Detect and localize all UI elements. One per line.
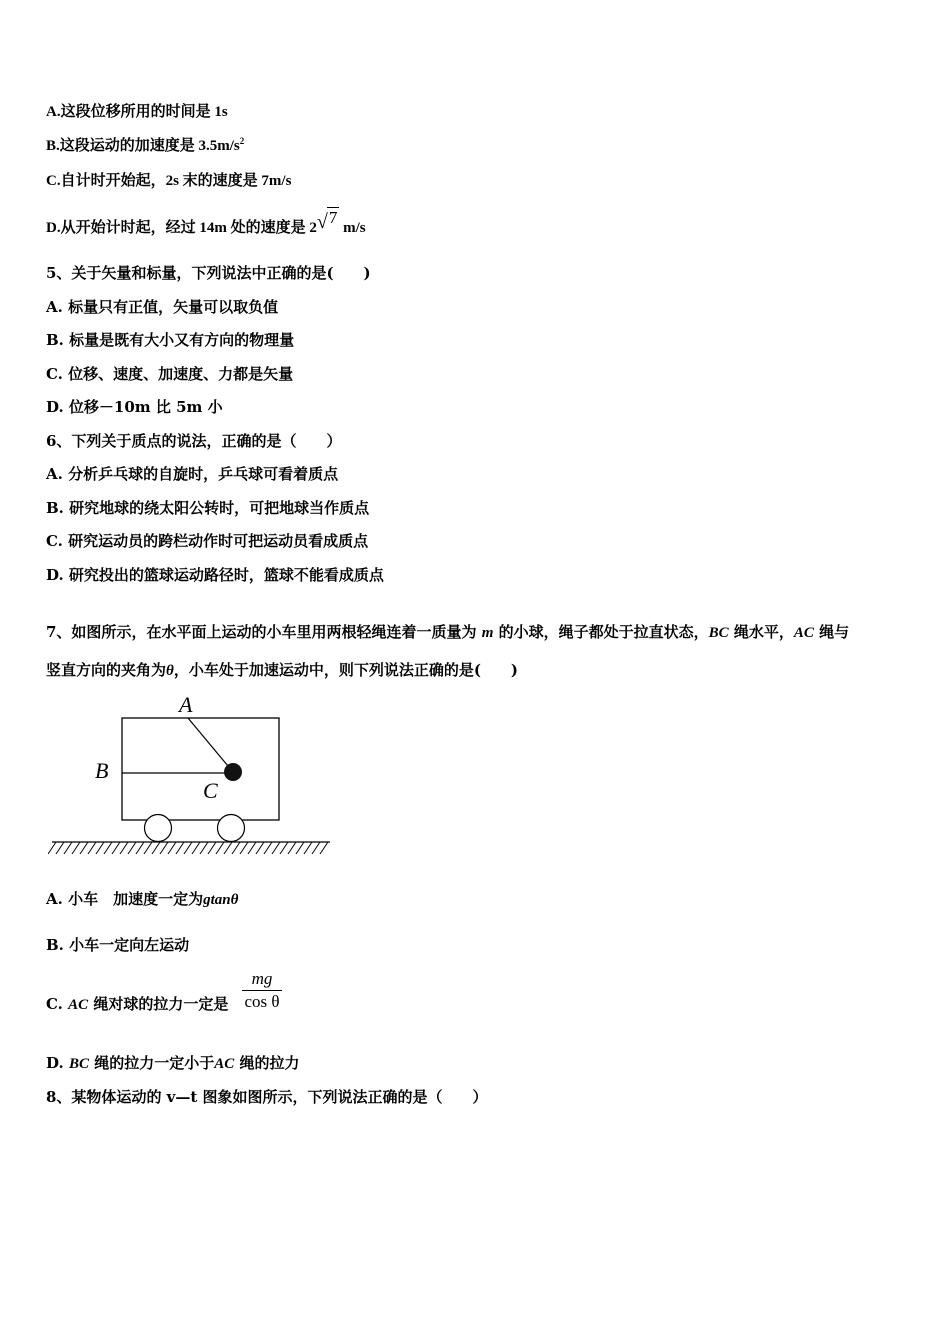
hatch-mark <box>88 842 96 854</box>
symbol-bc: BC <box>68 1056 89 1072</box>
q6-option-c: C. 研究运动员的跨栏动作时可把运动员看成质点 <box>46 532 369 550</box>
symbol-m: m <box>481 625 494 641</box>
hatch-mark <box>320 842 328 854</box>
q7-stem-line-2 <box>46 660 518 681</box>
hatch-mark <box>240 842 248 854</box>
q4-option-b-exponent: 2 <box>239 136 245 146</box>
q7-stem-text: 竖直方向的夹角为 <box>46 661 167 679</box>
q5-option-a: A. 标量只有正值，矢量可以取负值 <box>46 298 279 316</box>
hatch-mark <box>248 842 256 854</box>
hatch-mark <box>288 842 296 854</box>
q4-option-c: C.自计时开始起，2s 末的速度是 7m/s <box>46 173 292 189</box>
hatch-mark <box>200 842 208 854</box>
hatch-mark <box>112 842 120 854</box>
hatch-mark <box>72 842 80 854</box>
hatch-mark <box>192 842 200 854</box>
fraction-denominator: cos θ <box>244 992 280 1011</box>
hatch-mark <box>312 842 320 854</box>
q7-option-d-suffix: 绳的拉力 <box>239 1054 300 1072</box>
hatch-mark <box>232 842 240 854</box>
hatch-mark <box>144 842 152 854</box>
hatch-mark <box>264 842 272 854</box>
hatch-mark <box>56 842 64 854</box>
hatch-mark <box>168 842 176 854</box>
cart-diagram <box>48 690 338 860</box>
q4-option-d-text: D.从开始计时起，经过 14m 处的速度是 2 <box>46 220 317 236</box>
q7-option-a-text: A. 小车 加速度一定为 <box>46 890 204 908</box>
sqrt-expression: √7 <box>316 208 338 233</box>
fraction-numerator: mg <box>251 969 273 988</box>
symbol-ac: AC <box>68 997 89 1013</box>
hatch-mark <box>176 842 184 854</box>
q7-stem-text: 7、如图所示，在水平面上运动的小车里用两根轻绳连着一质量为 <box>46 623 477 641</box>
q7-option-d-text: 绳的拉力一定小于 <box>94 1054 215 1072</box>
q5-option-d: D. 位移－10m 比 5m 小 <box>46 398 223 416</box>
symbol-theta: θ <box>166 663 174 679</box>
q6-stem: 6、下列关于质点的说法，正确的是（ ） <box>46 432 342 450</box>
q5-option-c: C. 位移、速度、加速度、力都是矢量 <box>46 365 294 383</box>
q7-option-d-prefix: D. <box>46 1054 64 1072</box>
rope-ac <box>188 718 233 772</box>
hatch-mark <box>136 842 144 854</box>
q7-option-b: B. 小车一定向左运动 <box>46 936 190 954</box>
q5-stem: 5、关于矢量和标量，下列说法中正确的是( ) <box>46 264 371 282</box>
ball <box>224 763 242 781</box>
expr-gtan-theta: gtanθ <box>203 892 239 908</box>
hatch-mark <box>256 842 264 854</box>
q7-option-c-prefix: C. <box>46 995 63 1013</box>
label-b: B <box>95 758 109 783</box>
hatch-mark <box>208 842 216 854</box>
hatch-mark <box>104 842 112 854</box>
q7-stem-text: 绳水平， <box>733 623 794 641</box>
hatch-mark <box>80 842 88 854</box>
label-a: A <box>179 692 193 717</box>
hatch-mark <box>280 842 288 854</box>
q6-option-b: B. 研究地球的绕太阳公转时，可把地球当作质点 <box>46 499 370 517</box>
q7-option-c-text: 绳对球的拉力一定是 <box>93 995 229 1013</box>
q7-stem-text: 的小球，绳子都处于拉直状态， <box>498 623 709 641</box>
q7-option-a <box>46 889 238 910</box>
hatch-mark <box>128 842 136 854</box>
hatch-mark <box>272 842 280 854</box>
q4-option-b <box>46 136 244 156</box>
hatch-mark <box>96 842 104 854</box>
hatch-mark <box>224 842 232 854</box>
q4-option-b-text: B.这段运动的加速度是 3.5m/s <box>46 138 240 154</box>
ground-hatching <box>48 842 328 854</box>
hatch-mark <box>216 842 224 854</box>
hatch-mark <box>184 842 192 854</box>
symbol-ac: AC <box>214 1056 235 1072</box>
q7-stem-text: 绳与 <box>819 623 850 641</box>
q6-option-a: A. 分析乒乓球的自旋时，乒乓球可看着质点 <box>46 465 339 483</box>
q7-stem-text: ，小车处于加速运动中，则下列说法正确的是( ) <box>173 661 519 679</box>
hatch-mark <box>120 842 128 854</box>
q4-option-d <box>46 208 366 238</box>
q5-option-b: B. 标量是既有大小又有方向的物理量 <box>46 331 295 349</box>
hatch-mark <box>64 842 72 854</box>
q7-option-c <box>46 994 228 1015</box>
label-c: C <box>203 778 218 803</box>
hatch-mark <box>160 842 168 854</box>
symbol-ac: AC <box>793 625 814 641</box>
symbol-bc: BC <box>708 625 729 641</box>
hatch-mark <box>48 842 56 854</box>
fraction-mg-over-cos <box>240 968 284 1013</box>
hatch-mark <box>296 842 304 854</box>
q7-stem-line-1 <box>46 622 849 643</box>
q4-option-a: A.这段位移所用的时间是 1s <box>46 104 228 120</box>
q6-option-d: D. 研究投出的篮球运动路径时，篮球不能看成质点 <box>46 566 384 584</box>
hatch-mark <box>152 842 160 854</box>
sqrt-radicand: 7 <box>328 208 338 227</box>
q4-option-d-unit: m/s <box>343 220 366 236</box>
q7-option-d <box>46 1053 299 1074</box>
wheel-right <box>218 815 245 842</box>
hatch-mark <box>304 842 312 854</box>
wheel-left <box>145 815 172 842</box>
q8-stem: 8、某物体运动的 v—t 图象如图所示，下列说法正确的是（ ） <box>46 1088 488 1106</box>
